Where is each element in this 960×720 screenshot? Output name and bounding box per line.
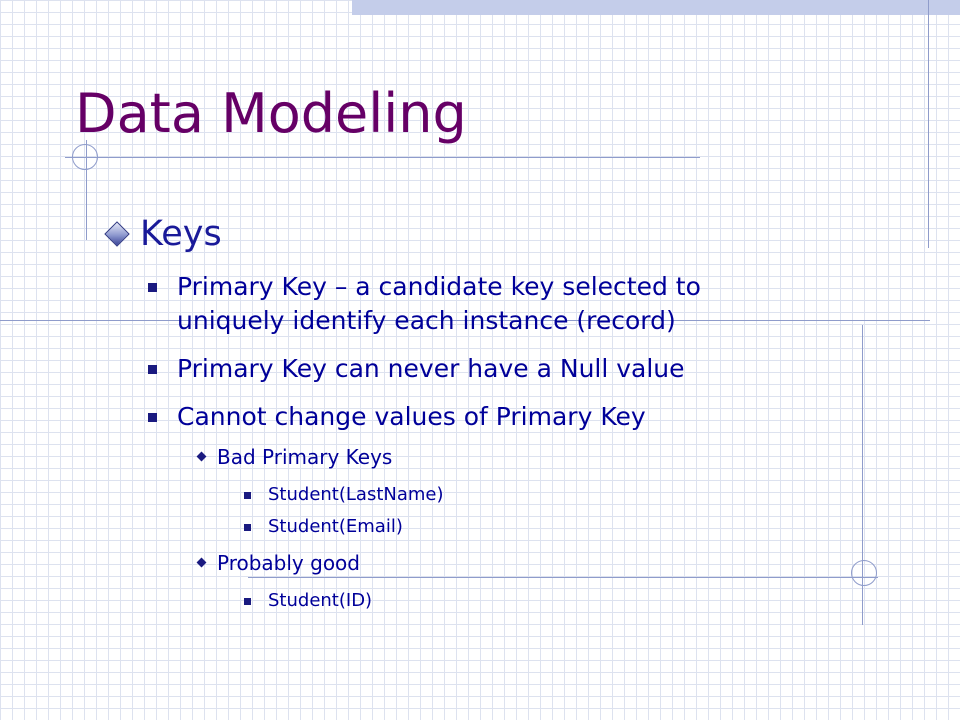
bullet-text: Primary Key can never have a Null value	[177, 354, 685, 383]
heading-label: Keys	[140, 214, 222, 254]
heading-keys	[104, 212, 222, 256]
sub-bullet-bad-primary-keys	[198, 444, 392, 470]
list-item-text: Student(ID)	[268, 590, 373, 611]
sub-bullet-text: Probably good	[217, 551, 360, 575]
list-item-text: Student(Email)	[268, 516, 403, 537]
sub-bullet-probably-good	[198, 550, 360, 576]
small-diamond-icon	[197, 558, 207, 568]
small-square-icon	[244, 598, 251, 605]
list-item-student-email	[244, 515, 403, 539]
list-item-text: Student(LastName)	[268, 484, 444, 505]
diamond-icon	[104, 221, 129, 246]
square-bullet-icon	[148, 283, 157, 292]
small-square-icon	[244, 492, 251, 499]
sub-bullet-text: Bad Primary Keys	[217, 445, 393, 469]
bullet-text: Primary Key – a candidate key selected to uniquely identify each instance (record)	[177, 272, 701, 335]
bullet-primary-key-definition	[148, 270, 788, 338]
square-bullet-icon	[148, 413, 157, 422]
lower-horizontal-line	[248, 577, 878, 578]
small-square-icon	[244, 524, 251, 531]
title-underline	[65, 157, 700, 158]
slide-title: Data Modeling	[75, 82, 467, 145]
bullet-text: Cannot change values of Primary Key	[177, 402, 646, 431]
list-item-student-id	[244, 589, 372, 613]
bullet-primary-key-null	[148, 352, 788, 386]
bullet-cannot-change	[148, 400, 788, 434]
small-diamond-icon	[197, 452, 207, 462]
list-item-student-lastname	[244, 483, 444, 507]
top-left-circle	[72, 144, 98, 170]
bottom-right-circle	[851, 560, 877, 586]
square-bullet-icon	[148, 365, 157, 374]
top-accent-band	[352, 0, 960, 15]
right-vertical-line-upper	[928, 0, 929, 248]
